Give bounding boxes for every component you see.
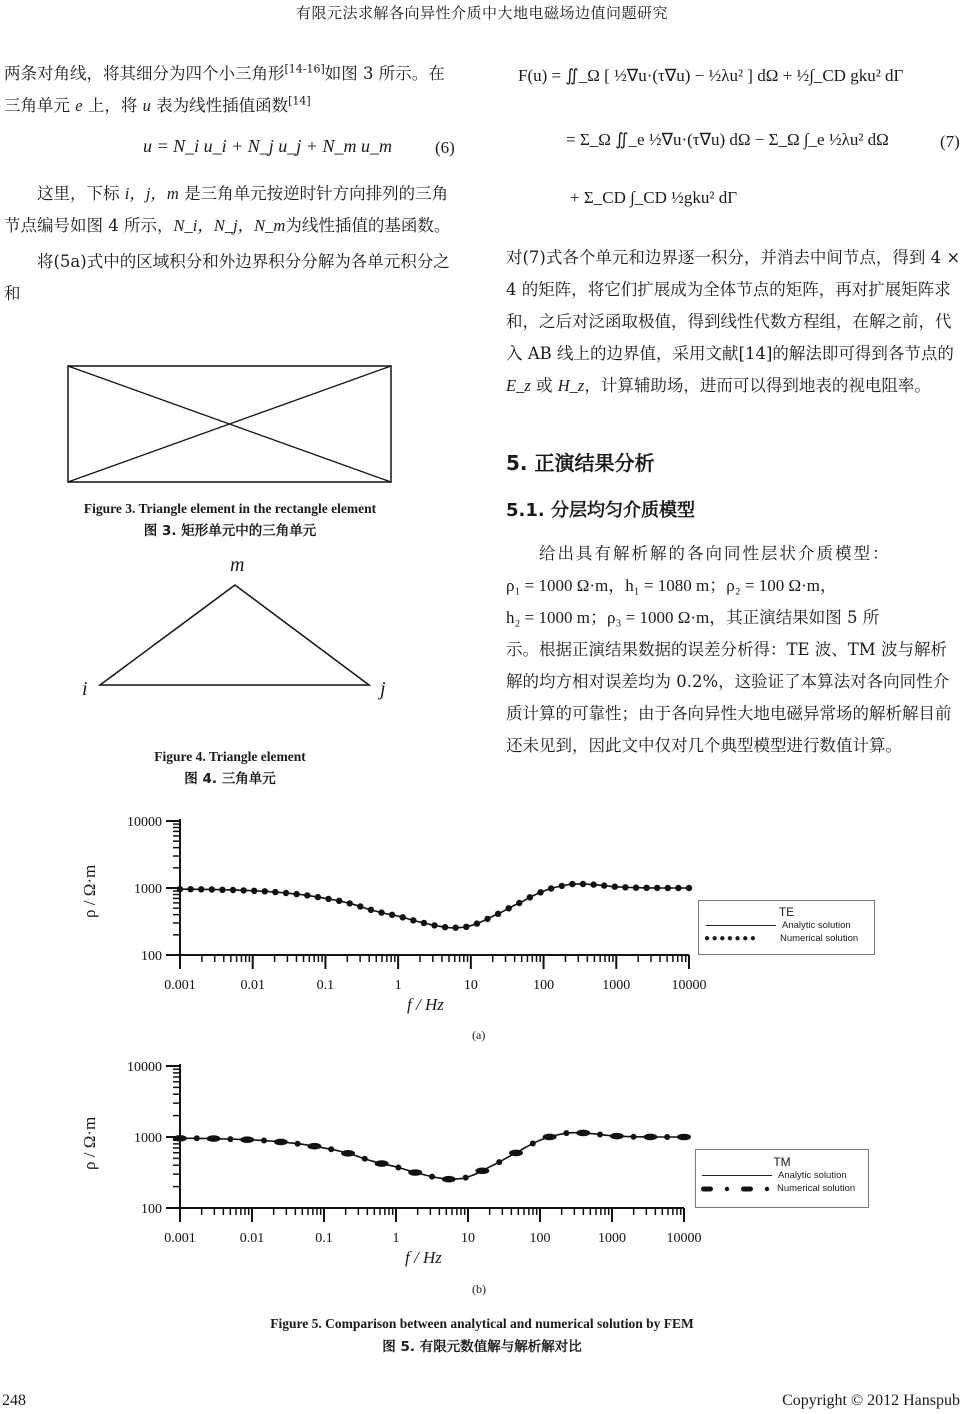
numerical-point <box>173 1135 187 1142</box>
numerical-point <box>431 922 437 928</box>
math-var: u <box>142 96 151 115</box>
y-tick-label: 10000 <box>127 815 162 830</box>
right-column-paragraph-5 <box>506 538 962 762</box>
y-axis-label-b: ρ / Ω·m <box>80 1116 99 1170</box>
y-tick-label: 1000 <box>134 1131 162 1146</box>
text: ，计算辅助场，进而可以得到地表的视电阻率。 <box>584 376 931 395</box>
numerical-point <box>198 886 204 892</box>
text: 两条对角线，将其细分为四个小三角形 <box>4 64 285 83</box>
figure-5-caption-en: Figure 5. Comparison between analytical and numerical solution by FEM <box>270 1316 694 1331</box>
panel-label-b: (b) <box>472 1282 486 1296</box>
numerical-point <box>207 1135 221 1142</box>
vertex-label-j: j <box>380 678 386 700</box>
x-tick-label: 10000 <box>666 1231 702 1246</box>
numerical-point <box>400 914 406 920</box>
dots-swatch: ●●●●●●● <box>704 933 758 944</box>
x-tick-label: 1000 <box>602 978 631 993</box>
x-tick-label: 100 <box>529 1231 551 1246</box>
numerical-point <box>421 920 427 926</box>
numerical-point <box>389 912 395 918</box>
numerical-point <box>408 1169 422 1176</box>
vertex-label-i: i <box>82 678 88 700</box>
legend-entry-numerical <box>699 933 874 944</box>
equation-7-line-2: = Σ_Ω ∬_e ½∇u·(τ∇u) dΩ − Σ_Ω ∫_e ½λu² dΩ <box>566 130 889 149</box>
text: 对(7)式各个单元和边界逐一积分，并消去中间节点，得到 4 × 4 的矩阵，将它们扩展成为全体节点的矩阵，再对扩展矩阵求和，之后对泛函取极值，得到线性代数方程组，在解之前，代入 AB 线上的边界值，采用文献[14]的解法即可得到各节点的 <box>506 248 961 363</box>
numerical-point <box>530 1141 536 1147</box>
figure-5-caption-zh: 图 5. 有限元数值解与解析解对比 <box>382 1339 582 1355</box>
left-column <box>4 58 460 122</box>
paragraph-1 <box>4 58 460 122</box>
x-tick-label: 0.1 <box>315 1231 333 1246</box>
numerical-point <box>506 905 512 911</box>
equation-6: u = N_i u_i + N_j u_j + N_m u_m <box>143 136 392 156</box>
numerical-point <box>643 1134 657 1141</box>
numerical-point <box>633 885 639 891</box>
legend-label: Analytic solution <box>782 920 851 931</box>
math-var: e <box>75 96 83 115</box>
text: h₂ = 1000 m；ρ₃ = 1000 Ω·m， <box>506 608 727 627</box>
math-Ez: E_z <box>506 376 531 395</box>
figure-3-caption-en: Figure 3. Triangle element in the rectangle element <box>83 501 377 516</box>
numerical-point <box>580 881 586 887</box>
legend-label: Numerical solution <box>780 933 859 944</box>
legend-label: Analytic solution <box>778 1170 847 1181</box>
numerical-point <box>328 1146 334 1152</box>
text: 其正演结果如图 5 所 <box>726 608 880 627</box>
numerical-point <box>272 889 278 895</box>
math-Hz: H_z <box>557 376 585 395</box>
numerical-point <box>410 917 416 923</box>
numerical-point <box>590 881 596 887</box>
numerical-point <box>453 925 459 931</box>
figure-4-caption-en: Figure 4. Triangle element <box>154 749 306 764</box>
page-number: 248 <box>2 1392 26 1409</box>
legend-entry-numerical <box>696 1183 868 1194</box>
y-tick-label: 100 <box>141 949 162 964</box>
citation[interactable]: [14] <box>288 94 311 108</box>
legend-entry-analytic <box>699 920 874 931</box>
legend-label: Numerical solution <box>777 1183 856 1194</box>
numerical-point <box>293 891 299 897</box>
legend-title: TE <box>778 905 795 919</box>
numerical-point <box>341 1150 355 1157</box>
numerical-point <box>665 885 671 891</box>
numerical-point <box>209 886 215 892</box>
numerical-point <box>484 916 490 922</box>
numerical-point <box>304 892 310 898</box>
numerical-point <box>527 894 533 900</box>
text: 表为线性插值函数 <box>156 96 289 115</box>
numerical-point <box>240 1136 254 1143</box>
legend-b <box>695 1149 869 1208</box>
numerical-point <box>569 881 575 887</box>
numerical-point <box>516 900 522 906</box>
numerical-point <box>261 1138 267 1144</box>
numerical-point <box>307 1143 321 1150</box>
y-tick-label: 100 <box>141 1202 162 1217</box>
subsection-heading: 5.1. 分层均匀介质模型 <box>506 500 695 521</box>
numerical-point <box>357 903 363 909</box>
citation[interactable]: [14-16] <box>284 62 325 76</box>
x-tick-label: 0.01 <box>239 1231 265 1246</box>
paragraph-3: 将(5a)式中的区域积分和外边界积分分解为各单元积分之和 <box>4 252 450 303</box>
numerical-point <box>362 1156 368 1162</box>
numerical-point <box>240 887 246 893</box>
numerical-point <box>230 887 236 893</box>
text: 上，将 <box>87 96 138 115</box>
numerical-point <box>622 884 628 890</box>
text: 为线性插值的基函数。 <box>285 216 451 235</box>
legend-title: TM <box>773 1155 791 1169</box>
numerical-point <box>395 1165 401 1171</box>
paragraph-4 <box>506 242 962 402</box>
numerical-point <box>219 887 225 893</box>
numerical-point <box>537 889 543 895</box>
x-tick-label: 0.001 <box>164 1231 196 1246</box>
numerical-point <box>576 1130 590 1137</box>
numerical-point <box>543 1134 557 1141</box>
paragraph-5-body: 示。根据正演结果数据的误差分析得：TE 波、TM 波与解析解的均方相对误差均为 0.2%，这验证了本算法对各向同性介质计算的可靠性；由于各向异性大地电磁异常场的解析解目前还未见到，因此文中仅对几个典型模型进行数值计算。 <box>506 640 952 755</box>
numerical-point <box>375 1160 389 1167</box>
numerical-point <box>654 885 660 891</box>
y-axis-label-a: ρ / Ω·m <box>80 864 99 918</box>
numerical-point <box>295 1141 301 1147</box>
x-tick-label: 0.01 <box>240 978 265 993</box>
dash-dot-swatch <box>701 1185 777 1193</box>
x-tick-label: 1 <box>392 1231 400 1246</box>
numerical-point <box>664 1134 670 1140</box>
figure-3-diagram <box>66 364 396 486</box>
vertex-label-m: m <box>230 554 245 576</box>
x-tick-label: 10000 <box>671 978 707 993</box>
y-tick-label: 10000 <box>127 1060 162 1075</box>
solid-line-swatch <box>702 1175 772 1176</box>
left-column-lower <box>4 178 460 310</box>
x-tick-label: 0.001 <box>164 978 196 993</box>
numerical-point <box>675 885 681 891</box>
numerical-point <box>187 886 193 892</box>
figure-3-caption-zh: 图 3. 矩形单元中的三角单元 <box>143 523 317 539</box>
numerical-point <box>463 924 469 930</box>
numerical-point <box>612 884 618 890</box>
numerical-point <box>686 885 692 891</box>
numerical-point <box>597 1132 603 1138</box>
legend-a <box>698 900 875 955</box>
paragraph-5-intro: 给出具有解析解的各向同性层状介质模型： <box>539 544 891 563</box>
text: 这里，下标 <box>37 184 120 203</box>
paragraph-2 <box>4 178 460 242</box>
solid-line-swatch <box>706 925 776 926</box>
numerical-point <box>429 1174 435 1180</box>
numerical-point <box>496 1159 502 1165</box>
numerical-point <box>315 894 321 900</box>
x-tick-label: 100 <box>533 978 555 993</box>
x-tick-label: 10 <box>461 1231 475 1246</box>
math-basis: N_i，N_j，N_m <box>173 216 286 235</box>
equation-6-number: (6) <box>435 138 455 157</box>
numerical-point <box>548 885 554 891</box>
numerical-point <box>378 909 384 915</box>
numerical-point <box>177 886 183 892</box>
model-params-line-1: ρ₁ = 1000 Ω·m，h₁ = 1080 m；ρ₂ = 100 Ω·m， <box>506 576 838 595</box>
numerical-point <box>610 1133 624 1140</box>
equation-7-line-3: + Σ_CD ∫_CD ½gku² dΓ <box>570 188 738 207</box>
x-tick-label: 0.1 <box>316 978 335 993</box>
right-column-paragraph-4 <box>506 242 962 402</box>
figure-4-caption-zh: 图 4. 三角单元 <box>184 771 276 787</box>
analytic-curve <box>180 1133 684 1180</box>
numerical-point <box>643 885 649 891</box>
numerical-point <box>475 1168 489 1175</box>
numerical-point <box>559 883 565 889</box>
text: 如图 3 所示。在三角单元 <box>4 64 445 115</box>
numerical-point <box>283 890 289 896</box>
numerical-point <box>474 920 480 926</box>
numerical-point <box>601 882 607 888</box>
x-tick-label: 1000 <box>598 1231 626 1246</box>
numerical-point <box>274 1139 288 1146</box>
numerical-point <box>509 1150 523 1157</box>
numerical-point <box>463 1175 469 1181</box>
text: 是三角单元按逆时针方向排列的三角节点编号如图 4 所示， <box>4 184 449 235</box>
numerical-point <box>368 907 374 913</box>
section-heading: 5. 正演结果分析 <box>506 451 655 475</box>
numerical-point <box>194 1135 200 1141</box>
model-params-line-2 <box>506 602 962 634</box>
math-indices: i，j，m <box>124 184 179 203</box>
x-tick-label: 1 <box>394 978 402 993</box>
numerical-point <box>563 1130 569 1136</box>
triangle-element <box>100 585 369 685</box>
legend-entry-analytic <box>696 1170 868 1181</box>
numerical-point <box>347 900 353 906</box>
x-tick-label: 10 <box>463 978 478 993</box>
numerical-point <box>325 896 331 902</box>
equation-7-number: (7) <box>940 132 960 151</box>
x-axis-label-a: f / Hz <box>407 995 444 1014</box>
numerical-point <box>495 911 501 917</box>
numerical-point <box>251 888 257 894</box>
text: 或 <box>536 376 553 395</box>
numerical-point <box>677 1134 691 1141</box>
equation-7-line-1: F(u) = ∬_Ω [ ½∇u·(τ∇u) − ½λu² ] dΩ + ½∫_CD gku² dΓ <box>518 66 904 85</box>
running-title: 有限元法求解各向异性介质中大地电磁场边值问题研究 <box>295 4 668 22</box>
copyright: Copyright © 2012 Hanspub <box>782 1392 960 1409</box>
y-tick-label: 1000 <box>134 882 162 897</box>
numerical-point <box>227 1136 233 1142</box>
x-axis-label-b: f / Hz <box>405 1248 442 1267</box>
panel-label-a: (a) <box>472 1028 486 1042</box>
numerical-point <box>631 1134 637 1140</box>
numerical-point <box>262 888 268 894</box>
numerical-point <box>442 1176 456 1183</box>
numerical-point <box>336 898 342 904</box>
numerical-point <box>442 924 448 930</box>
